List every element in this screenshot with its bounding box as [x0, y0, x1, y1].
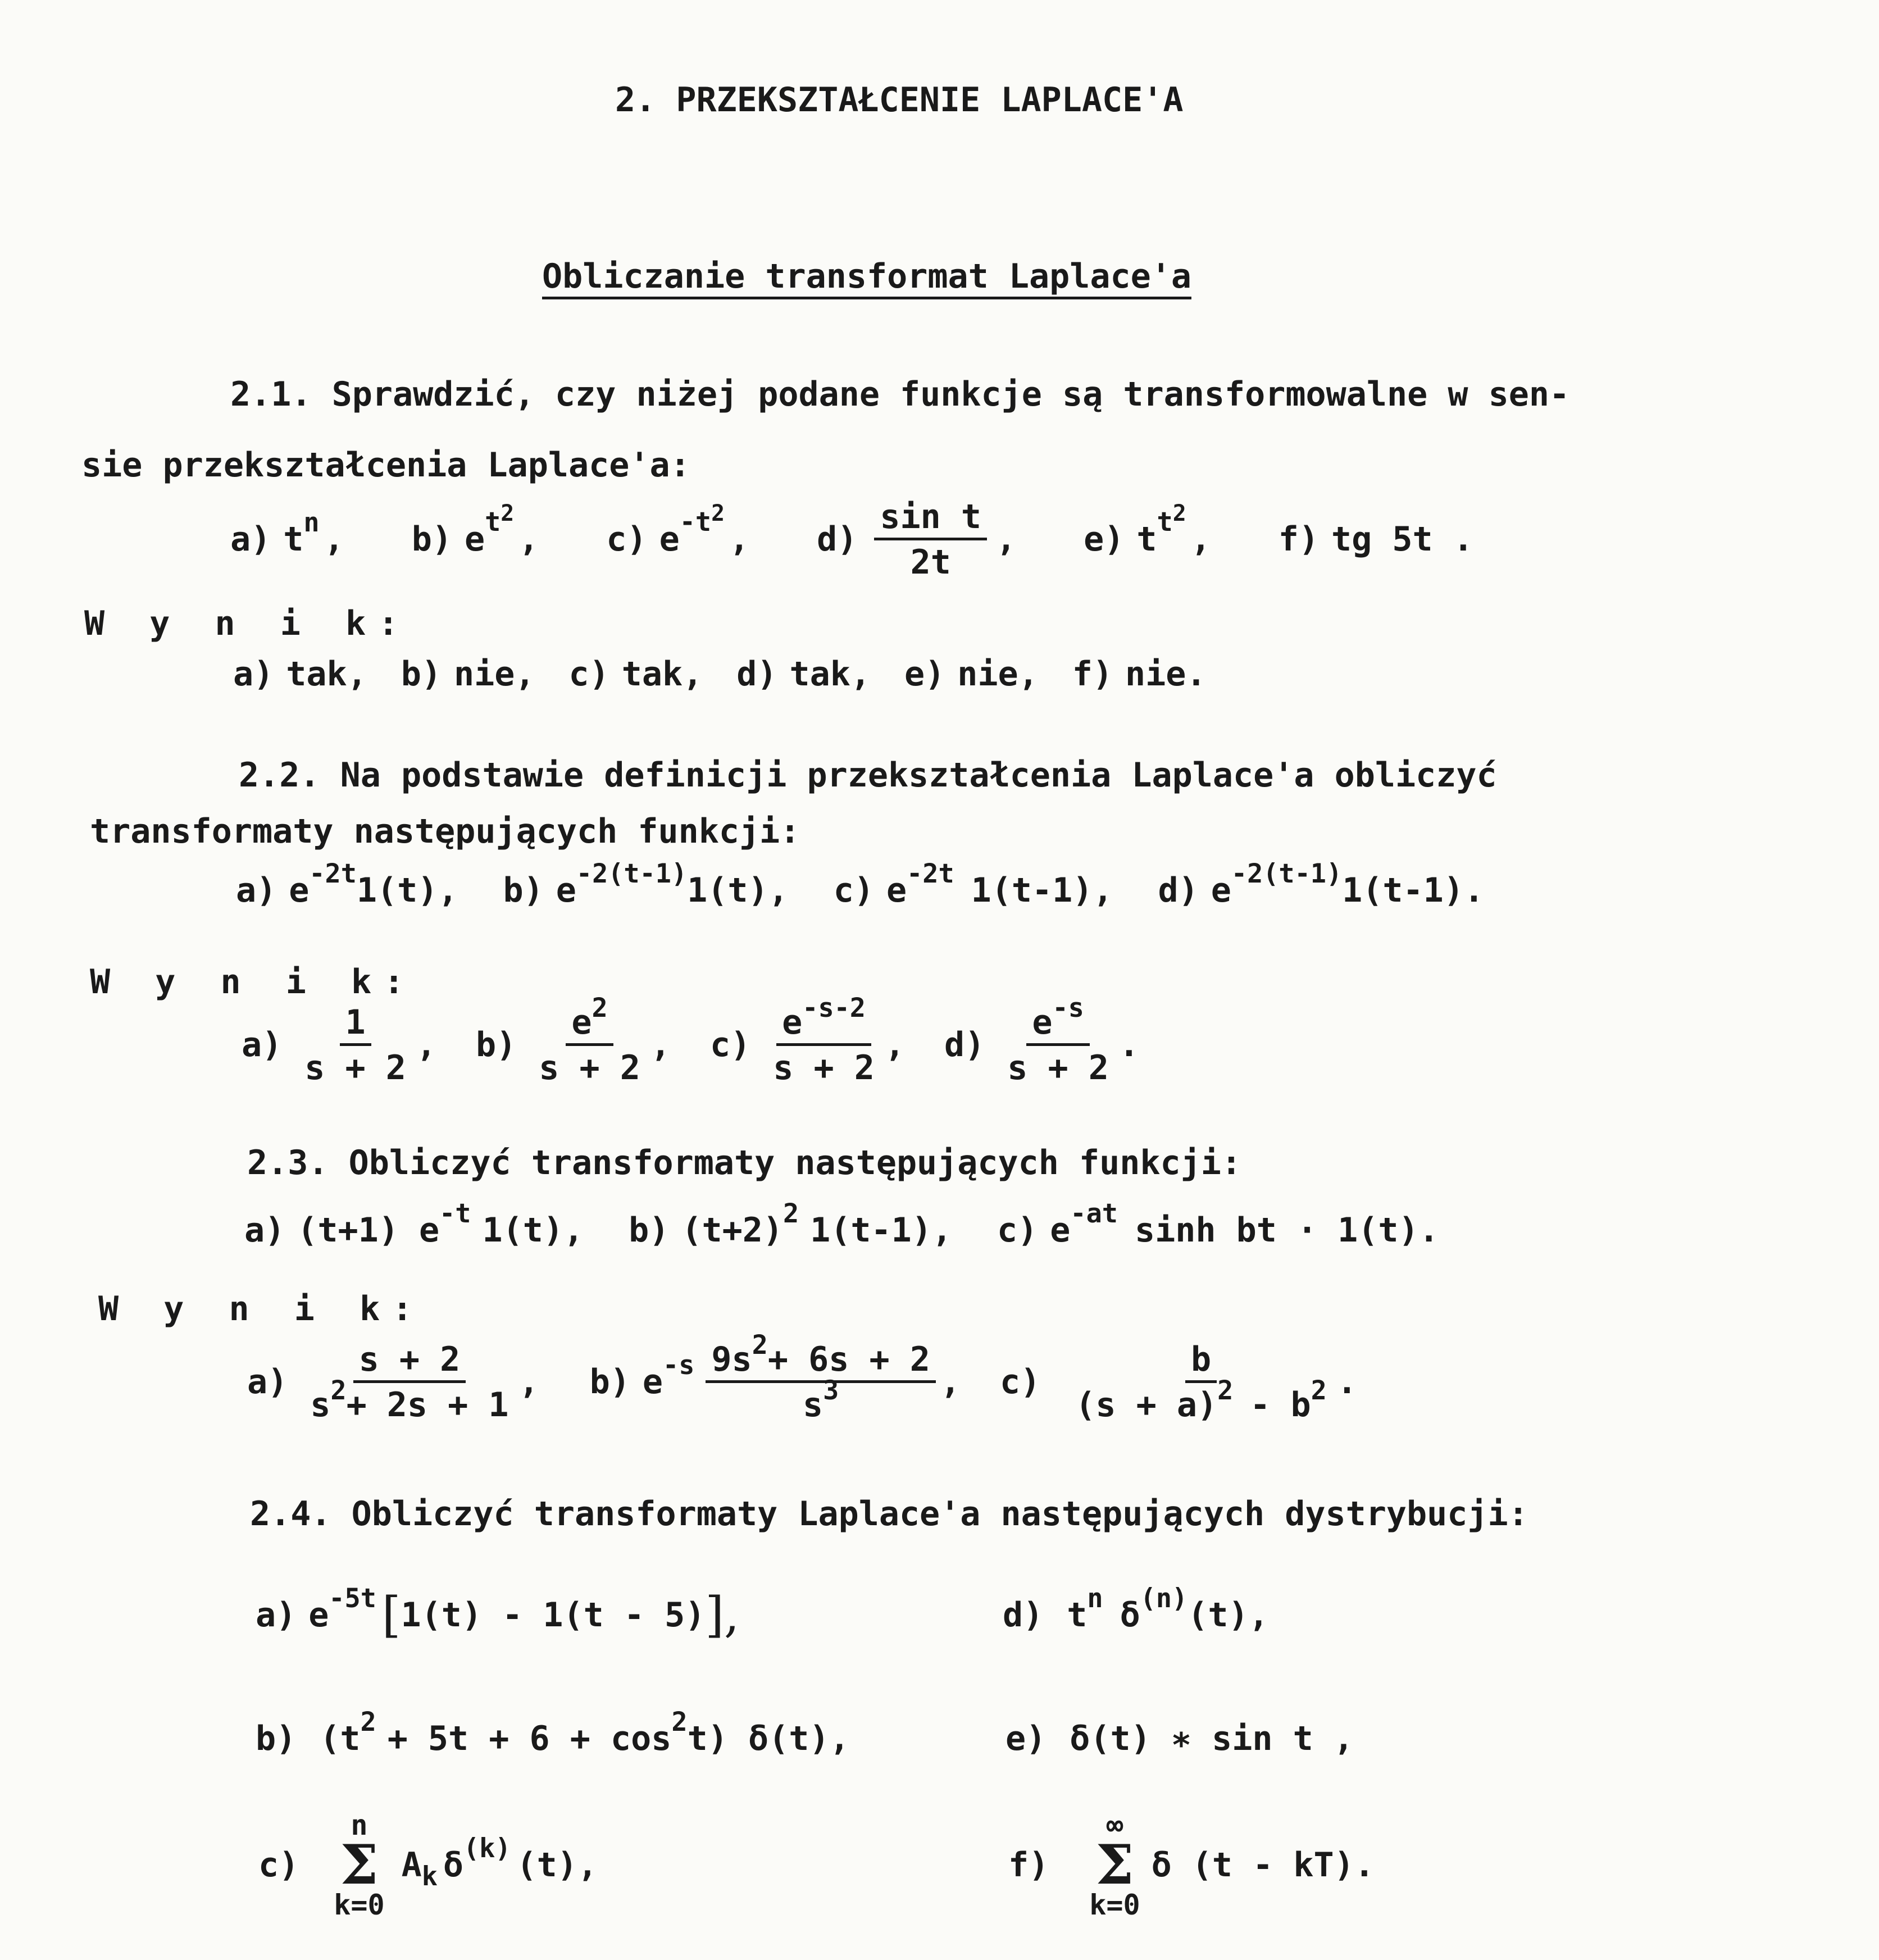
result-c: c) tak,: [568, 654, 703, 694]
result-a: a) $\frac{s + 2}{s^2+ 2s + 1}$ ,: [247, 1339, 539, 1425]
result-b: b) e $^{-s}$ $\frac{9s^2+ 6s + 2}{s^3}$ ,: [589, 1330, 961, 1425]
problem-2-2-results: [242, 994, 1139, 1095]
problem-2-2-text-line2: transformaty następujących funkcji:: [90, 812, 800, 851]
distribution-d: d) t $^n$ δ $^{(n)}$ (t),: [1003, 1583, 1269, 1635]
result-e: e) nie,: [904, 654, 1039, 694]
func-d: d) e $^{-2(t-1)}$ 1(t-1).: [1158, 858, 1484, 910]
result-a: a) $\frac{1}{s + 2}$ ,: [242, 1002, 436, 1088]
result-d: d) tak,: [736, 654, 871, 694]
page-title: 2. PRZEKSZTAŁCENIE LAPLACE'A: [615, 80, 1184, 120]
distribution-a: a) e $^{-5t}$ [ 1(t) - 1(t - 5) ],: [256, 1583, 740, 1643]
problem-2-2-text-line1: 2.2. Na podstawie definicji przekształcenia Laplace'a obliczyć: [239, 756, 1497, 795]
func-e: e) t $^{t^2}$ ,: [1084, 501, 1211, 559]
problem-2-3-text-line1: 2.3. Obliczyć transformaty następujących funkcji:: [247, 1143, 1242, 1183]
func-a: a) e $^{-2t}$ 1(t),: [236, 858, 458, 910]
func-c: c) e $^{-2t}$ 1(t-1),: [833, 858, 1113, 910]
problem-2-1-text-line1: 2.1. Sprawdzić, czy niżej podane funkcje są transformowalne w sen-: [230, 375, 1570, 414]
problem-2-1-text-line2: sie przekształcenia Laplace'a:: [81, 445, 690, 485]
summation-symbol: ∞ Σ k=0: [1089, 1809, 1140, 1921]
result-a: a) tak,: [233, 654, 367, 694]
problem-2-4-text-line1: 2.4. Obliczyć transformaty Laplace'a następujących dystrybucji:: [250, 1494, 1528, 1534]
func-a: a) t $^n$ ,: [230, 507, 344, 559]
func-b: b) e $^{-2(t-1)}$ 1(t),: [503, 858, 789, 910]
distribution-f: f) ∞ Σ k=0 δ (t - kT).: [1008, 1809, 1375, 1921]
problem-2-3-results: [247, 1326, 1357, 1438]
problem-2-1-functions: [230, 497, 1473, 582]
result-b: b) $\frac{e^2}{s + 2}$ ,: [476, 993, 671, 1088]
result-c: c) $\frac{b}{(s + a)^2 - b^2}$ .: [999, 1339, 1357, 1425]
result-b: b) nie,: [401, 654, 535, 694]
func-c: c) e $^{-at}$ sinh bt · 1(t).: [997, 1198, 1439, 1250]
result-f: f) nie.: [1072, 654, 1207, 694]
func-b: b) (t+2) $^2$ 1(t-1),: [629, 1198, 953, 1250]
result-c: c) $\frac{e^{-s-2}}{s + 2}$ ,: [710, 993, 905, 1088]
problem-2-1-results: [233, 654, 1207, 694]
problem-2-3-functions: [244, 1199, 1439, 1261]
section-subtitle: Obliczanie transformat Laplace'a: [542, 257, 1191, 296]
result-heading-2-3: W y n i k:: [98, 1289, 425, 1329]
distribution-c: c) n Σ k=0 A $_k$ δ $^{(k)}$ (t),: [258, 1809, 598, 1921]
distribution-e: e) δ(t) ∗ sin t ,: [1006, 1719, 1354, 1758]
func-f: f) tg 5t .: [1278, 520, 1473, 559]
result-d: d) $\frac{e^{-s}}{s + 2}$ .: [944, 993, 1139, 1088]
func-c: c) e $^{-t^2}$ ,: [606, 501, 750, 559]
summation-symbol: n Σ k=0: [334, 1809, 385, 1921]
func-d: d) $\frac{\text{sin t}}{2t}$ ,: [817, 497, 1017, 582]
problem-2-2-functions: [236, 860, 1484, 921]
func-b: b) e $^{t^2}$ ,: [411, 501, 539, 559]
func-a: a) (t+1) e $^{-t}$ 1(t),: [244, 1198, 584, 1250]
result-heading-2-1: W y n i k:: [84, 604, 411, 643]
distribution-b: b) (t $^2$ + 5t + 6 + cos $^2$ t) δ(t),: [256, 1707, 850, 1758]
result-heading-2-2: W y n i k:: [90, 962, 417, 1002]
